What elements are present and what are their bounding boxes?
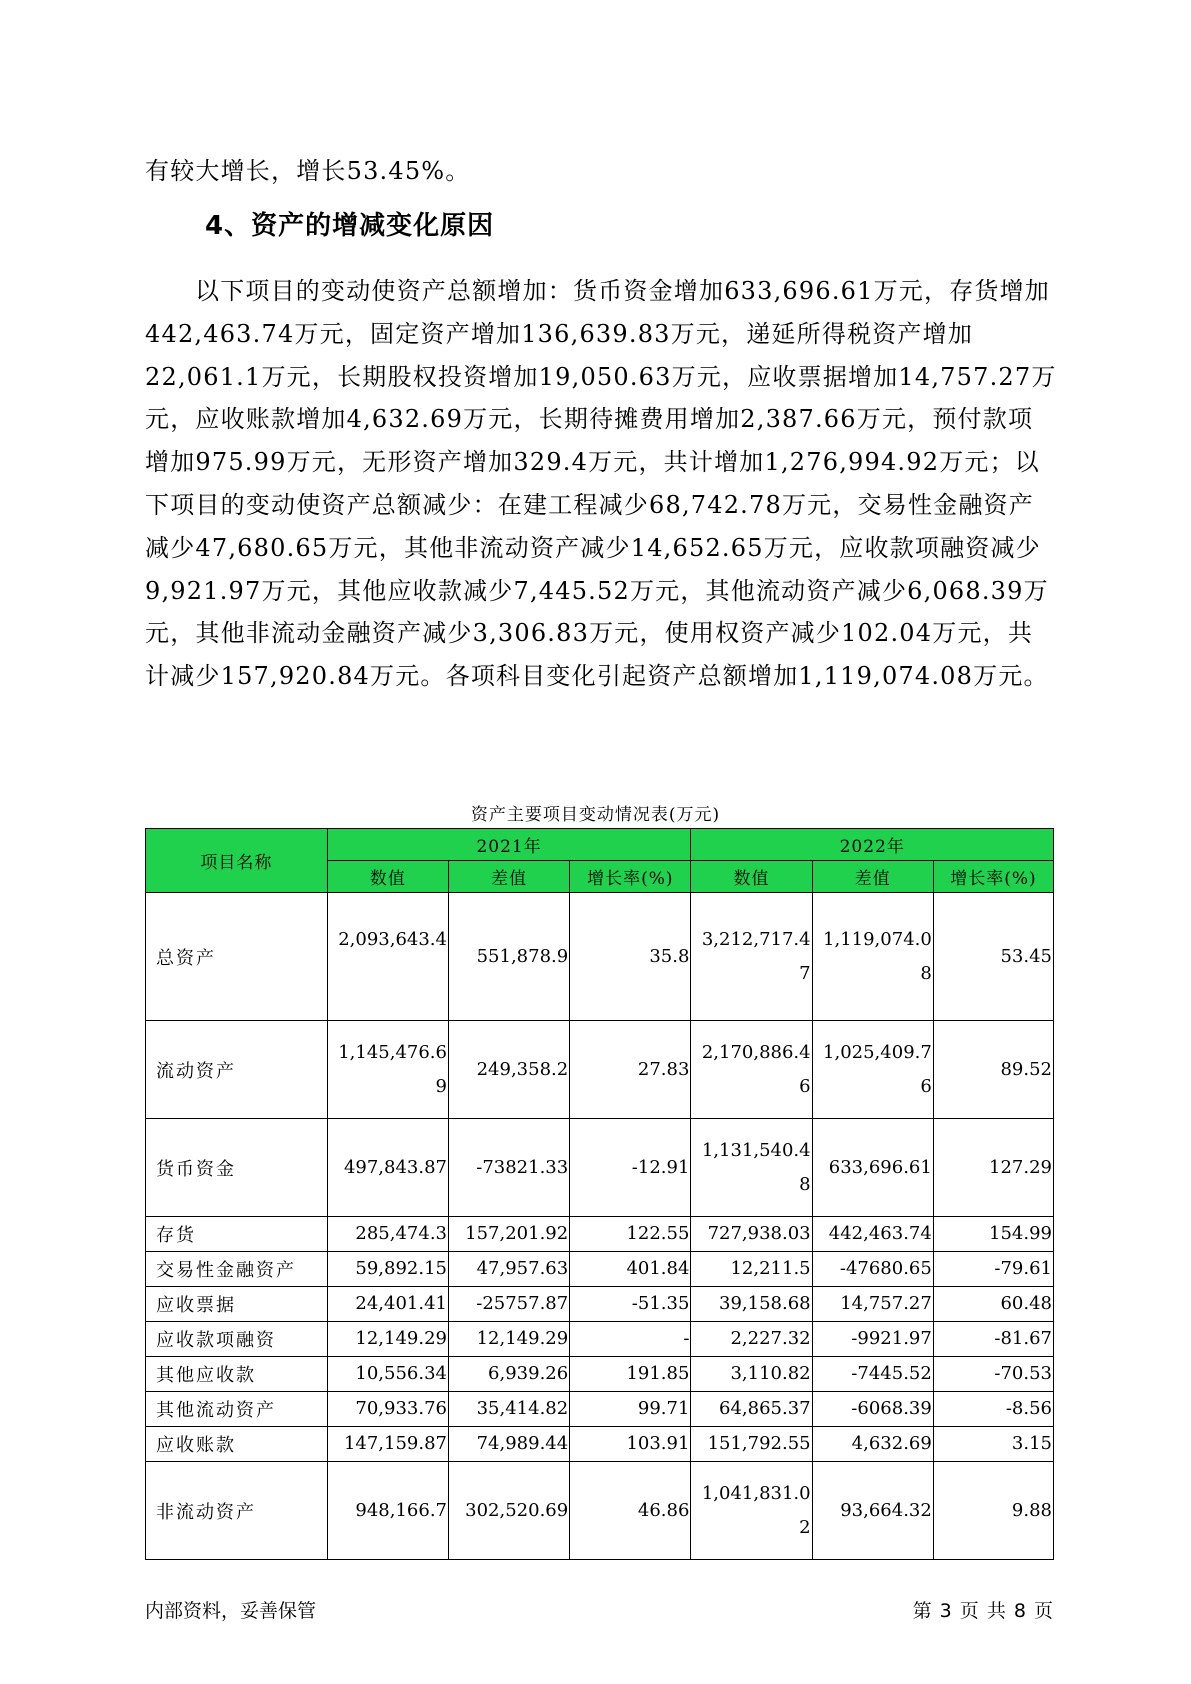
cell-v1: 147,159.87	[327, 1427, 448, 1462]
cell-r2: 53.45	[933, 893, 1053, 1021]
cell-d2: -47680.65	[812, 1252, 933, 1287]
header-diff-2021: 差值	[449, 861, 570, 893]
header-year-2022: 2022年	[691, 829, 1054, 861]
row-label: 货币资金	[146, 1119, 328, 1217]
table-row	[146, 1427, 1054, 1462]
cell-r1: -51.35	[570, 1287, 691, 1322]
cell-r1: 122.55	[570, 1217, 691, 1252]
table-row	[146, 1021, 1054, 1119]
header-rate-2022: 增长率(%)	[933, 861, 1053, 893]
table-row	[146, 1322, 1054, 1357]
table-row	[146, 1252, 1054, 1287]
cell-v2: 12,211.5	[691, 1252, 812, 1287]
cell-r1: 46.86	[570, 1462, 691, 1560]
cell-v1: 24,401.41	[327, 1287, 448, 1322]
cell-r2: 9.88	[933, 1462, 1053, 1560]
cell-r1: 27.83	[570, 1021, 691, 1119]
table-row	[146, 1392, 1054, 1427]
cell-d2: 1,025,409.76	[812, 1021, 933, 1119]
cell-d2: 4,632.69	[812, 1427, 933, 1462]
row-label: 其他流动资产	[146, 1392, 328, 1427]
cell-d2: -6068.39	[812, 1392, 933, 1427]
cell-d1: 74,989.44	[449, 1427, 570, 1462]
paragraph-asset-changes: 以下项目的变动使资产总额增加：货币资金增加633,696.61万元，存货增加442,463.74万元，固定资产增加136,639.83万元，递延所得税资产增加22,061.1万元，长期股权投资增加19,050.63万元，应收票据增加14,757.27万元，应收账款增加4,632.69万元，长期待摊费用增加2,387.66万元，预付款项增加975.99万元，无形资产增加329.4万元，共计增加1,276,994.92万元；以下项目的变动使资产总额减少：在建工程减少68,742.78万元，交易性金融资产减少47,680.65万元，其他非流动资产减少14,652.65万元，应收款项融资减少9,921.97万元，其他应收款减少7,445.52万元，其他流动资产减少6,068.39万元，其他非流动金融资产减少3,306.83万元，使用权资产减少102.04万元，共计减少157,920.84万元。各项科目变化引起资产总额增加1,119,074.08万元。	[145, 277, 1057, 691]
cell-r1: -12.91	[570, 1119, 691, 1217]
cell-v2: 1,041,831.02	[691, 1462, 812, 1560]
cell-r1: 35.8	[570, 893, 691, 1021]
cell-v1: 497,843.87	[327, 1119, 448, 1217]
cell-v2: 64,865.37	[691, 1392, 812, 1427]
cell-d1: 157,201.92	[449, 1217, 570, 1252]
cell-r2: 154.99	[933, 1217, 1053, 1252]
cell-v2: 3,212,717.47	[691, 893, 812, 1021]
cell-v1: 948,166.7	[327, 1462, 448, 1560]
cell-v2: 39,158.68	[691, 1287, 812, 1322]
table-row	[146, 1462, 1054, 1560]
table-caption: 资产主要项目变动情况表(万元)	[470, 805, 721, 825]
table-row	[146, 1357, 1054, 1392]
cell-d2: -9921.97	[812, 1322, 933, 1357]
cell-d1: 6,939.26	[449, 1357, 570, 1392]
cell-d1: -73821.33	[449, 1119, 570, 1217]
header-year-2021: 2021年	[327, 829, 691, 861]
row-label: 总资产	[146, 893, 328, 1021]
cell-r1: 401.84	[570, 1252, 691, 1287]
row-label: 交易性金融资产	[146, 1252, 328, 1287]
cell-v2: 3,110.82	[691, 1357, 812, 1392]
cell-v2: 727,938.03	[691, 1217, 812, 1252]
row-label: 流动资产	[146, 1021, 328, 1119]
cell-d2: 1,119,074.08	[812, 893, 933, 1021]
cell-v1: 12,149.29	[327, 1322, 448, 1357]
table-row	[146, 1287, 1054, 1322]
table-row	[146, 1119, 1054, 1217]
cell-v1: 70,933.76	[327, 1392, 448, 1427]
header-value-2021: 数值	[327, 861, 448, 893]
cell-v2: 151,792.55	[691, 1427, 812, 1462]
cell-r2: 127.29	[933, 1119, 1053, 1217]
section-heading: 4、资产的增减变化原因	[205, 211, 495, 241]
cell-d2: -7445.52	[812, 1357, 933, 1392]
cell-r2: 60.48	[933, 1287, 1053, 1322]
cell-d2: 93,664.32	[812, 1462, 933, 1560]
paragraph-continuation: 有较大增长，增长53.45%。	[145, 157, 471, 185]
row-label: 其他应收款	[146, 1357, 328, 1392]
cell-d1: 47,957.63	[449, 1252, 570, 1287]
footer-confidential-note: 内部资料，妥善保管	[145, 1600, 317, 1622]
cell-r2: -70.53	[933, 1357, 1053, 1392]
cell-r1: 99.71	[570, 1392, 691, 1427]
table-row	[146, 1217, 1054, 1252]
asset-change-table	[145, 828, 1054, 1560]
header-diff-2022: 差值	[812, 861, 933, 893]
cell-r2: -8.56	[933, 1392, 1053, 1427]
cell-v2: 2,227.32	[691, 1322, 812, 1357]
cell-v2: 1,131,540.48	[691, 1119, 812, 1217]
cell-r1: 191.85	[570, 1357, 691, 1392]
cell-d1: 551,878.9	[449, 893, 570, 1021]
cell-d1: 302,520.69	[449, 1462, 570, 1560]
cell-r1: 103.91	[570, 1427, 691, 1462]
cell-d1: 249,358.2	[449, 1021, 570, 1119]
row-label: 非流动资产	[146, 1462, 328, 1560]
row-label: 应收款项融资	[146, 1322, 328, 1357]
cell-v2: 2,170,886.46	[691, 1021, 812, 1119]
cell-r1: -	[570, 1322, 691, 1357]
cell-r2: 3.15	[933, 1427, 1053, 1462]
cell-r2: -79.61	[933, 1252, 1053, 1287]
cell-v1: 285,474.3	[327, 1217, 448, 1252]
footer-page-number: 第 3 页 共 8 页	[912, 1600, 1054, 1622]
cell-v1: 2,093,643.4	[327, 893, 448, 1021]
cell-d2: 442,463.74	[812, 1217, 933, 1252]
cell-r2: 89.52	[933, 1021, 1053, 1119]
cell-d2: 14,757.27	[812, 1287, 933, 1322]
cell-v1: 59,892.15	[327, 1252, 448, 1287]
header-rate-2021: 增长率(%)	[570, 861, 691, 893]
row-label: 应收票据	[146, 1287, 328, 1322]
row-label: 存货	[146, 1217, 328, 1252]
cell-d1: -25757.87	[449, 1287, 570, 1322]
cell-d2: 633,696.61	[812, 1119, 933, 1217]
table-row	[146, 893, 1054, 1021]
cell-r2: -81.67	[933, 1322, 1053, 1357]
header-value-2022: 数值	[691, 861, 812, 893]
cell-d1: 12,149.29	[449, 1322, 570, 1357]
cell-v1: 1,145,476.69	[327, 1021, 448, 1119]
header-item-name: 项目名称	[146, 829, 328, 893]
cell-v1: 10,556.34	[327, 1357, 448, 1392]
row-label: 应收账款	[146, 1427, 328, 1462]
cell-d1: 35,414.82	[449, 1392, 570, 1427]
